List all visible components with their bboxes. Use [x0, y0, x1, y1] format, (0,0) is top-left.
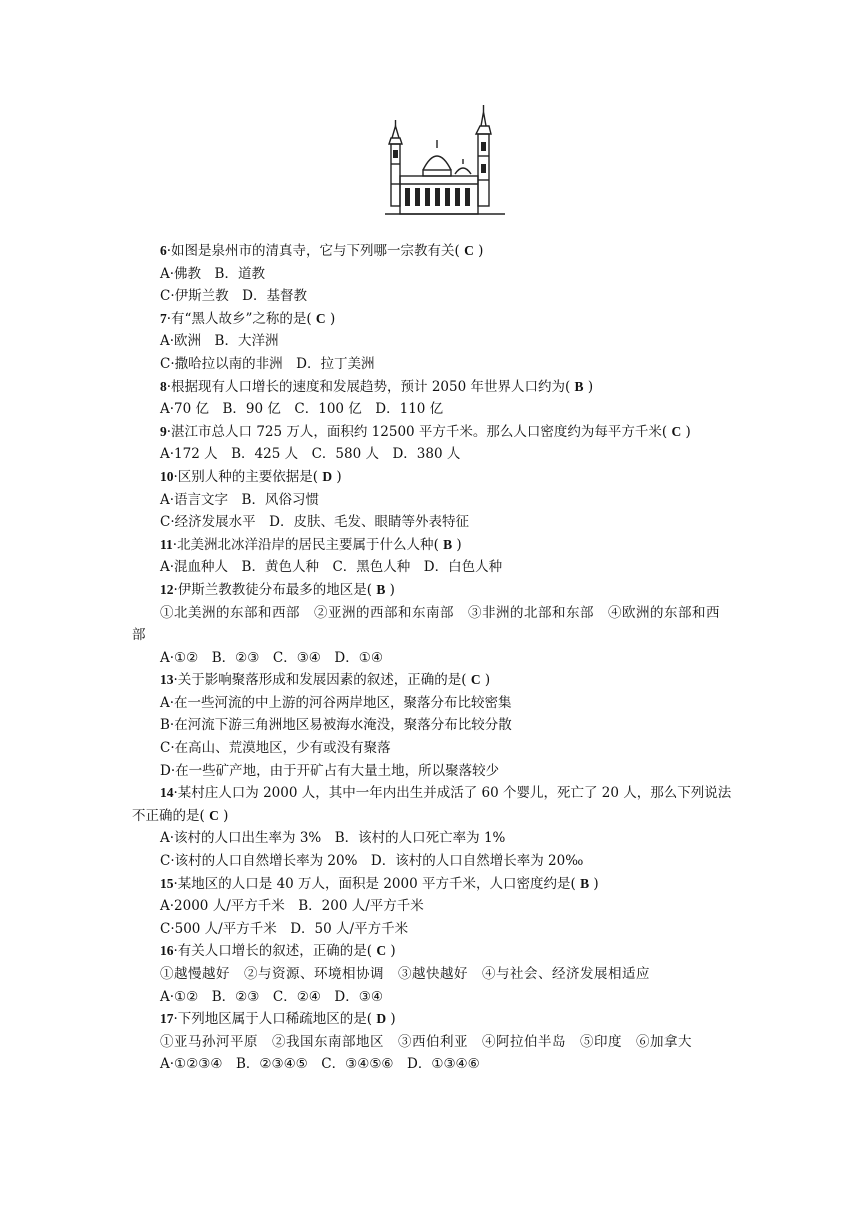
question-number: 15 [160, 875, 174, 891]
option-line: A·172 人 B．425 人 C．580 人 D．380 人 [160, 446, 461, 463]
answer-open-paren: ( [454, 243, 465, 259]
question-text: ·某村庄人口为 2000 人，其中一年内出生并成活了 60 个婴儿，死亡了 20 人，那么下列说法不正确的是 [132, 785, 732, 824]
answer-close-paren: ) [386, 1011, 396, 1028]
option-line: C·伊斯兰教 D．基督教 [160, 288, 307, 305]
option-line: A·①②③④ B．②③④⑤ C．③④⑤⑥ D．①③④⑥ [160, 1056, 480, 1073]
answer-letter: C [470, 672, 481, 688]
question-stem [132, 669, 732, 692]
question-stem [132, 240, 732, 263]
answer-open-paren: ( [564, 378, 575, 395]
question-number: 12 [160, 581, 174, 597]
option-line: A·在一些河流的中上游的河谷两岸地区，聚落分布比较密集 [160, 694, 512, 711]
question-text: ·根据现有人口增长的速度和发展趋势，预计 2050 年世界人口约为 [166, 378, 565, 395]
question-block [132, 940, 732, 1008]
option-line: D·在一些矿产地，由于开矿占有大量土地，所以聚落较少 [160, 762, 500, 779]
option-line: A·欧洲 B．大洋洲 [160, 333, 279, 350]
question-number: 8 [160, 378, 167, 394]
question-stem [132, 782, 732, 827]
answer-letter: C [315, 310, 326, 326]
question-text: ·伊斯兰教教徒分布最多的地区是 [173, 581, 367, 598]
question-text: ·有关人口增长的叙述，正确的是 [173, 943, 367, 960]
question-block [132, 873, 732, 941]
answer-letter: D [322, 468, 333, 484]
answer-letter: B [574, 378, 584, 394]
question-stem [132, 466, 732, 489]
question-stem [132, 940, 732, 963]
question-statements: ①越慢越好 ②与资源、环境相协调 ③越快越好 ④与社会、经济发展相适应 [160, 966, 650, 982]
answer-open-paren: ( [461, 672, 471, 689]
option-line: C·在高山、荒漠地区，少有或没有聚落 [160, 740, 391, 757]
question-text: ·如图是泉州市的清真寺，它与下列哪一宗教有关 [166, 243, 455, 259]
question-number: 11 [160, 536, 173, 552]
answer-close-paren: ) [332, 468, 342, 485]
question-number: 16 [160, 943, 174, 959]
answer-close-paren: ) [325, 310, 336, 327]
question-stem [132, 873, 732, 896]
option-line: C·500 人/平方千米 D．50 人/平方千米 [160, 920, 409, 937]
answer-open-paren: ( [366, 943, 377, 960]
answer-open-paren: ( [306, 310, 316, 327]
option-line: A·①② B．②③ C．②④ D．③④ [160, 988, 383, 1005]
option-line: C·该村的人口自然增长率为 20% D．该村的人口自然增长率为 20‰ [160, 853, 584, 870]
answer-close-paren: ) [452, 536, 462, 553]
answer-close-paren: ) [218, 807, 229, 824]
question-block [132, 308, 732, 376]
question-block [132, 421, 732, 466]
question-stem [132, 308, 732, 331]
answer-letter: B [580, 875, 590, 891]
answer-letter: B [376, 581, 386, 597]
question-block [132, 1008, 732, 1076]
answer-close-paren: ) [385, 581, 395, 598]
question-block [132, 240, 732, 308]
question-number: 14 [160, 785, 174, 801]
question-text: ·关于影响聚落形成和发展因素的叙述，正确的是 [173, 672, 462, 689]
question-number: 10 [160, 468, 174, 484]
question-number: 17 [160, 1011, 174, 1027]
question-text: ·区别人种的主要依据是 [173, 468, 313, 485]
answer-open-paren: ( [433, 536, 444, 553]
question-block [132, 376, 732, 421]
answer-letter: C [376, 943, 387, 959]
answer-close-paren: ) [473, 243, 484, 259]
answer-letter: D [376, 1011, 387, 1027]
question-number: 13 [160, 672, 174, 688]
question-number: 6 [160, 243, 167, 258]
question-number: 9 [160, 423, 167, 439]
answer-letter: C [671, 423, 682, 439]
question-number: 7 [160, 310, 167, 326]
option-line: A·语言文字 B．风俗习惯 [160, 491, 319, 508]
answer-letter: C [464, 243, 474, 258]
question-block [132, 669, 732, 782]
answer-open-paren: ( [366, 1011, 377, 1028]
question-list [132, 240, 732, 1076]
option-line: C·撒哈拉以南的非洲 D．拉丁美洲 [160, 355, 375, 372]
option-line: C·经济发展水平 D．皮肤、毛发、眼睛等外表特征 [160, 514, 469, 531]
option-line: A·70 亿 B．90 亿 C．100 亿 D．110 亿 [160, 401, 444, 418]
answer-close-paren: ) [589, 875, 599, 892]
question-text: ·下列地区属于人口稀疏地区的是 [173, 1011, 367, 1028]
question-stem [132, 376, 732, 399]
question-statements: ①亚马孙河平原 ②我国东南部地区 ③西伯利亚 ④阿拉伯半岛 ⑤印度 ⑥加拿大 [160, 1033, 692, 1050]
option-line: A·2000 人/平方千米 B．200 人/平方千米 [160, 898, 424, 915]
answer-close-paren: ) [386, 943, 396, 960]
option-line: A·混血种人 B．黄色人种 C．黑色人种 D．白色人种 [160, 559, 503, 576]
question-stem [132, 534, 732, 557]
answer-open-paren: ( [312, 468, 323, 485]
answer-letter: B [443, 536, 453, 552]
question-block [132, 534, 732, 579]
answer-close-paren: ) [681, 423, 691, 440]
mosque-illustration [385, 104, 505, 216]
question-text: ·北美洲北冰洋沿岸的居民主要属于什么人种 [172, 536, 434, 553]
answer-letter: C [209, 807, 219, 823]
answer-open-paren: ( [570, 875, 581, 892]
answer-open-paren: ( [199, 807, 210, 824]
question-stem [132, 1008, 732, 1031]
question-block [132, 782, 732, 872]
answer-close-paren: ) [480, 672, 491, 689]
mosque-drawing [385, 104, 505, 216]
question-block [132, 579, 732, 669]
option-line: A·①② B．②③ C．③④ D．①④ [160, 649, 383, 666]
option-line: A·佛教 B．道教 [160, 265, 265, 282]
question-text: ·湛江市总人口 725 万人，面积约 12500 平方千米。那么人口密度约为每平方千米 [166, 423, 662, 440]
question-text: ·有“黑人故乡”之称的是 [166, 310, 307, 327]
option-line: A·该村的人口出生率为 3% B．该村的人口死亡率为 1% [160, 830, 506, 847]
question-stem [132, 579, 732, 602]
option-line: B·在河流下游三角洲地区易被海水淹没，聚落分布比较分散 [160, 717, 512, 734]
question-block [132, 466, 732, 534]
question-text: ·某地区的人口是 40 万人，面积是 2000 平方千米，人口密度约是 [173, 875, 571, 892]
answer-close-paren: ) [583, 378, 594, 395]
question-stem [132, 421, 732, 444]
answer-open-paren: ( [661, 423, 672, 440]
answer-open-paren: ( [366, 581, 377, 598]
question-statements: ①北美洲的东部和西部 ②亚洲的西部和东南部 ③非洲的北部和东部 ④欧洲的东部和西部 [132, 604, 720, 644]
